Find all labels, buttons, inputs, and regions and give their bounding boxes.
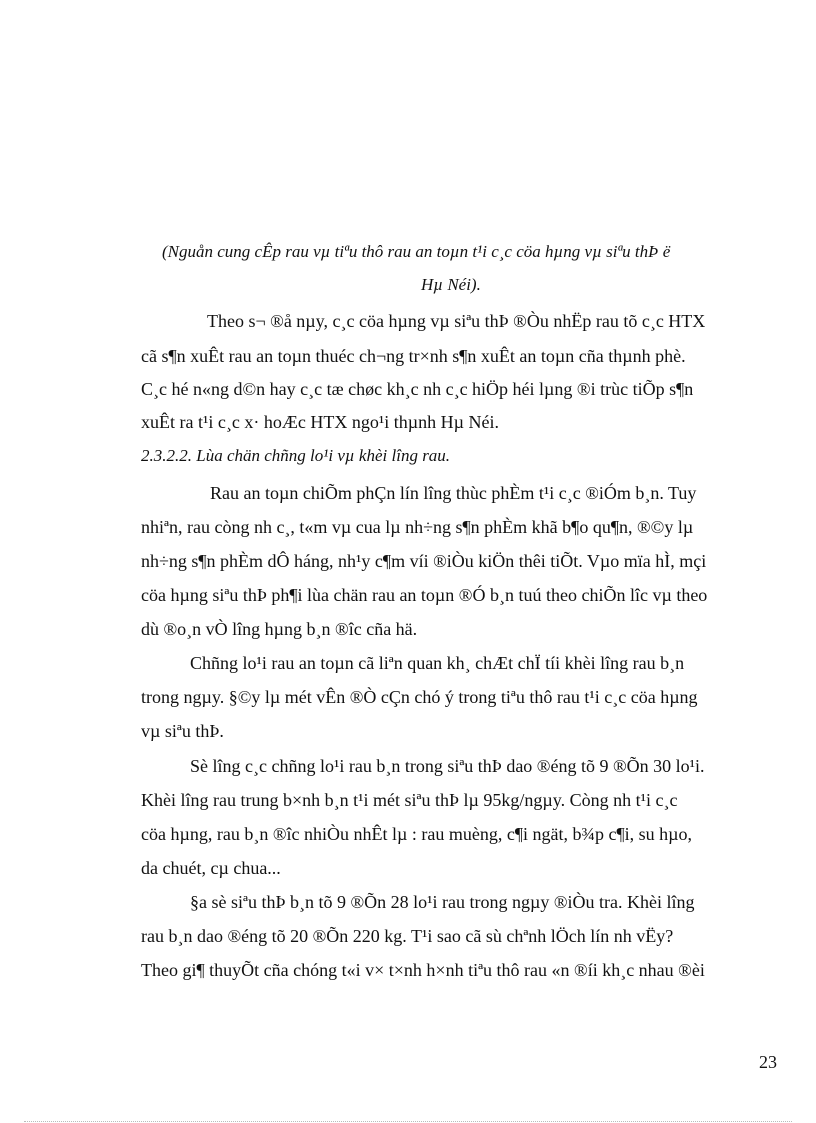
text-line: trong ngµy. §©y lµ mét vÊn ®Ò cÇn chó ý trong tiªu thô rau t¹i c¸c cöa hµng bbox=[141, 687, 698, 707]
text-line: Rau an toµn chiÕm phÇn lín lîng thùc phÈm t¹i c¸c ®iÓm b¸n. Tuy bbox=[210, 483, 697, 503]
text-line: cöa hµng siªu thÞ ph¶i lùa chän rau an toµn ®Ó b¸n tuú theo chiÕn lîc vµ theo bbox=[141, 585, 708, 605]
text-line: Theo s¬ ®å nµy, c¸c cöa hµng vµ siªu thÞ ®Òu nhËp rau tõ c¸c HTX bbox=[207, 311, 706, 331]
text-line: rau b¸n dao ®éng tõ 20 ®Õn 220 kg. T¹i sao cã sù chªnh lÖch lín nh vËy? bbox=[141, 926, 674, 946]
text-line: nh÷ng s¶n phÈm dÔ háng, nh¹y c¶m víi ®iÒu kiÖn thêi tiÕt. Vµo mïa hÌ, mçi bbox=[141, 551, 707, 571]
text-line: §a sè siªu thÞ b¸n tõ 9 ®Õn 28 lo¹i rau trong ngµy ®iÒu tra. Khèi lîng bbox=[190, 892, 695, 912]
text-line: Sè lîng c¸c chñng lo¹i rau b¸n trong siªu thÞ dao ®éng tõ 9 ®Õn 30 lo¹i. bbox=[190, 756, 705, 776]
caption-line: (Nguån cung cÊp rau vµ tiªu thô rau an toµn t¹i c¸c cöa hµng vµ siªu thÞ ë bbox=[162, 242, 671, 261]
text-line: da chuét, cµ chua... bbox=[141, 858, 281, 878]
section-heading: 2.3.2.2. Lùa chän chñng lo¹i vµ khèi lîng rau. bbox=[141, 446, 451, 465]
text-line: Chñng lo¹i rau an toµn cã liªn quan kh¸ chÆt chÏ tíi khèi lîng rau b¸n bbox=[190, 653, 685, 673]
text-line: cöa hµng, rau b¸n ®îc nhiÒu nhÊt lµ : rau muèng, c¶i ngät, b¾p c¶i, su hµo, bbox=[141, 824, 692, 844]
text-line: cã s¶n xuÊt rau an toµn thuéc ch¬ng tr×nh s¶n xuÊt an toµn cña thµnh phè. bbox=[141, 346, 686, 366]
text-line: nhiªn, rau còng nh c¸, t«m vµ cua lµ nh÷ng s¶n phÈm khã b¶o qu¶n, ®©y lµ bbox=[141, 517, 694, 537]
text-line: C¸c hé n«ng d©n hay c¸c tæ chøc kh¸c nh c¸c hiÖp héi lµng ®i trùc tiÕp s¶n bbox=[141, 379, 694, 399]
text-line: xuÊt ra t¹i c¸c x· hoÆc HTX ngo¹i thµnh Hµ Néi. bbox=[141, 412, 499, 432]
page-bottom-divider bbox=[24, 1121, 792, 1122]
text-line: vµ siªu thÞ. bbox=[141, 721, 224, 741]
text-line: dù ®o¸n vÒ lîng hµng b¸n ®îc cña hä. bbox=[141, 619, 418, 639]
text-line: Khèi lîng rau trung b×nh b¸n t¹i mét siªu thÞ lµ 95kg/ngµy. Còng nh t¹i c¸c bbox=[141, 790, 678, 810]
caption-line: Hµ Néi). bbox=[421, 275, 481, 294]
text-line: Theo gi¶ thuyÕt cña chóng t«i v× t×nh h×nh tiªu thô rau «n ®íi kh¸c nhau ®èi bbox=[141, 960, 705, 980]
page-number: 23 bbox=[759, 1052, 777, 1072]
